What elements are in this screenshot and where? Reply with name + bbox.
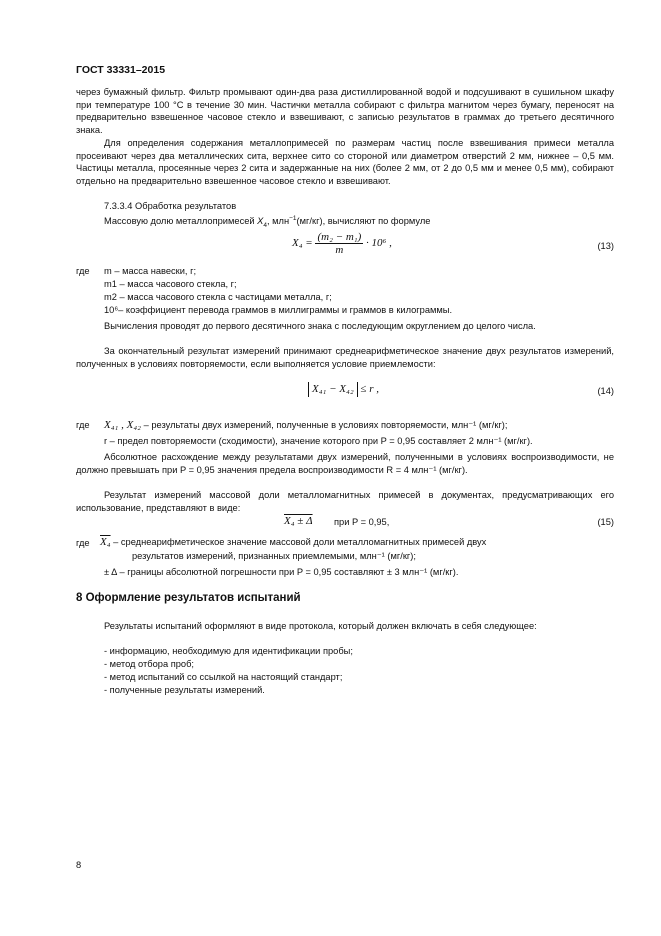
paragraph-reproducibility: Абсолютное расхождение между результатами двух измерений, полученными в условиях воспроизводимости, не должно превышать при P = 0,95 значения предела воспроизводимости R = 4 млн⁻¹ (мг/кг). xyxy=(76,452,614,475)
paragraph-sieving: Для определения содержания металлопримесей по размерам частиц после взвешивания примеси металла просеивают через два металлических сита, верхнее сито со стороной или диаметром отверстий 2 мм, нижнее – 0,5 мм. Частицы металла, просеянные через 2 сита и задержанные на них (более 2 мм, от 2 до 0,5 мм и менее 0,5 мм), собирают отдельно на предварительно взвешенное часовое стекло и взвешивают. xyxy=(76,138,614,186)
paragraph-rounding: Вычисления проводят до первого десятичного знака с последующим округлением до целого числа. xyxy=(104,321,536,331)
formula-13: X₄ = $\frac{\text{(m₂ − m₁)}}{m}$ · 10⁶ , xyxy=(292,231,392,256)
definition-x4-mean-cont: результатов измерений, признанных приемлемыми, млн⁻¹ (мг/кг); xyxy=(132,551,416,561)
list-item: - метод отбора проб; xyxy=(104,659,194,669)
paragraph-filter: через бумажный фильтр. Фильтр промывают один-два раза дистиллированной водой и подсушивают в сушильном шкафу при температуре 100 °С в течение 30 мин. Частички металла собирают с фильтра магнитом через бумагу, переносят на предварительно взвешенное часовое стекло и взвешивают, с записью результатов в граммах до третьего десятичного знака. xyxy=(76,87,614,135)
definition-x41-x42: X₄₁ , X₄₂ – результаты двух измерений, полученные в условиях повторяемости, млн⁻¹ (мг/кг); xyxy=(104,419,508,431)
formula-15: X₄ ± Δ xyxy=(284,515,313,527)
equation-number-14: (14) xyxy=(597,386,614,396)
definition-delta: ± Δ – границы абсолютной погрешности при P = 0,95 составляют ± 3 млн⁻¹ (мг/кг). xyxy=(104,567,459,577)
paragraph-result-form: Результат измерений массовой доли металломагнитных примесей в документах, предусматривающих его использование, представляют в виде: xyxy=(76,490,614,513)
equation-number-13: (13) xyxy=(597,241,614,251)
where-label-2: где xyxy=(76,420,90,430)
definition-x4-mean: X₄ – среднеарифметическое значение массовой доли металломагнитных примесей двух xyxy=(100,536,487,548)
definition-coefficient: 10⁶– коэффициент перевода граммов в миллиграммы и граммов в килограммы. xyxy=(104,305,453,315)
list-item: - полученные результаты измерений. xyxy=(104,685,265,695)
definition-m: m – масса навески, г; xyxy=(104,266,197,276)
section-8-title: 8 Оформление результатов испытаний xyxy=(76,592,301,604)
paragraph-final-result: За окончательный результат измерений принимают среднеарифметическое значение двух результатов измерений, полученных в условиях повторяемости, если выполняется условие приемлемости: xyxy=(76,346,614,369)
formula-14: X₄₁ − X₄₂ ≤ r , xyxy=(308,382,379,397)
where-label-3: где xyxy=(76,538,90,548)
definition-m1: m1 – масса часового стекла, г; xyxy=(104,279,237,289)
subsection-heading: 7.3.3.4 Обработка результатов xyxy=(104,201,237,211)
definition-m2: m2 – масса часового стекла с частицами металла, г; xyxy=(104,292,332,302)
list-item: - метод испытаний со ссылкой на настоящий стандарт; xyxy=(104,672,343,682)
page-number: 8 xyxy=(76,860,82,870)
equation-number-15: (15) xyxy=(597,517,614,527)
formula-intro: Массовую долю металлопримесей $X_4$, млн$^{-1}$(мг/кг), вычисляют по формуле xyxy=(104,215,431,229)
where-label: где xyxy=(76,266,90,276)
section-8-intro: Результаты испытаний оформляют в виде протокола, который должен включать в себя следующее: xyxy=(104,621,537,631)
formula-15-condition: при P = 0,95, xyxy=(334,517,390,527)
document-header: ГОСТ 33331–2015 xyxy=(76,64,166,76)
list-item: - информацию, необходимую для идентификации пробы; xyxy=(104,646,353,656)
definition-r: r – предел повторяемости (сходимости), значение которого при P = 0,95 составляет 2 млн⁻¹ (мг/кг). xyxy=(104,436,533,446)
